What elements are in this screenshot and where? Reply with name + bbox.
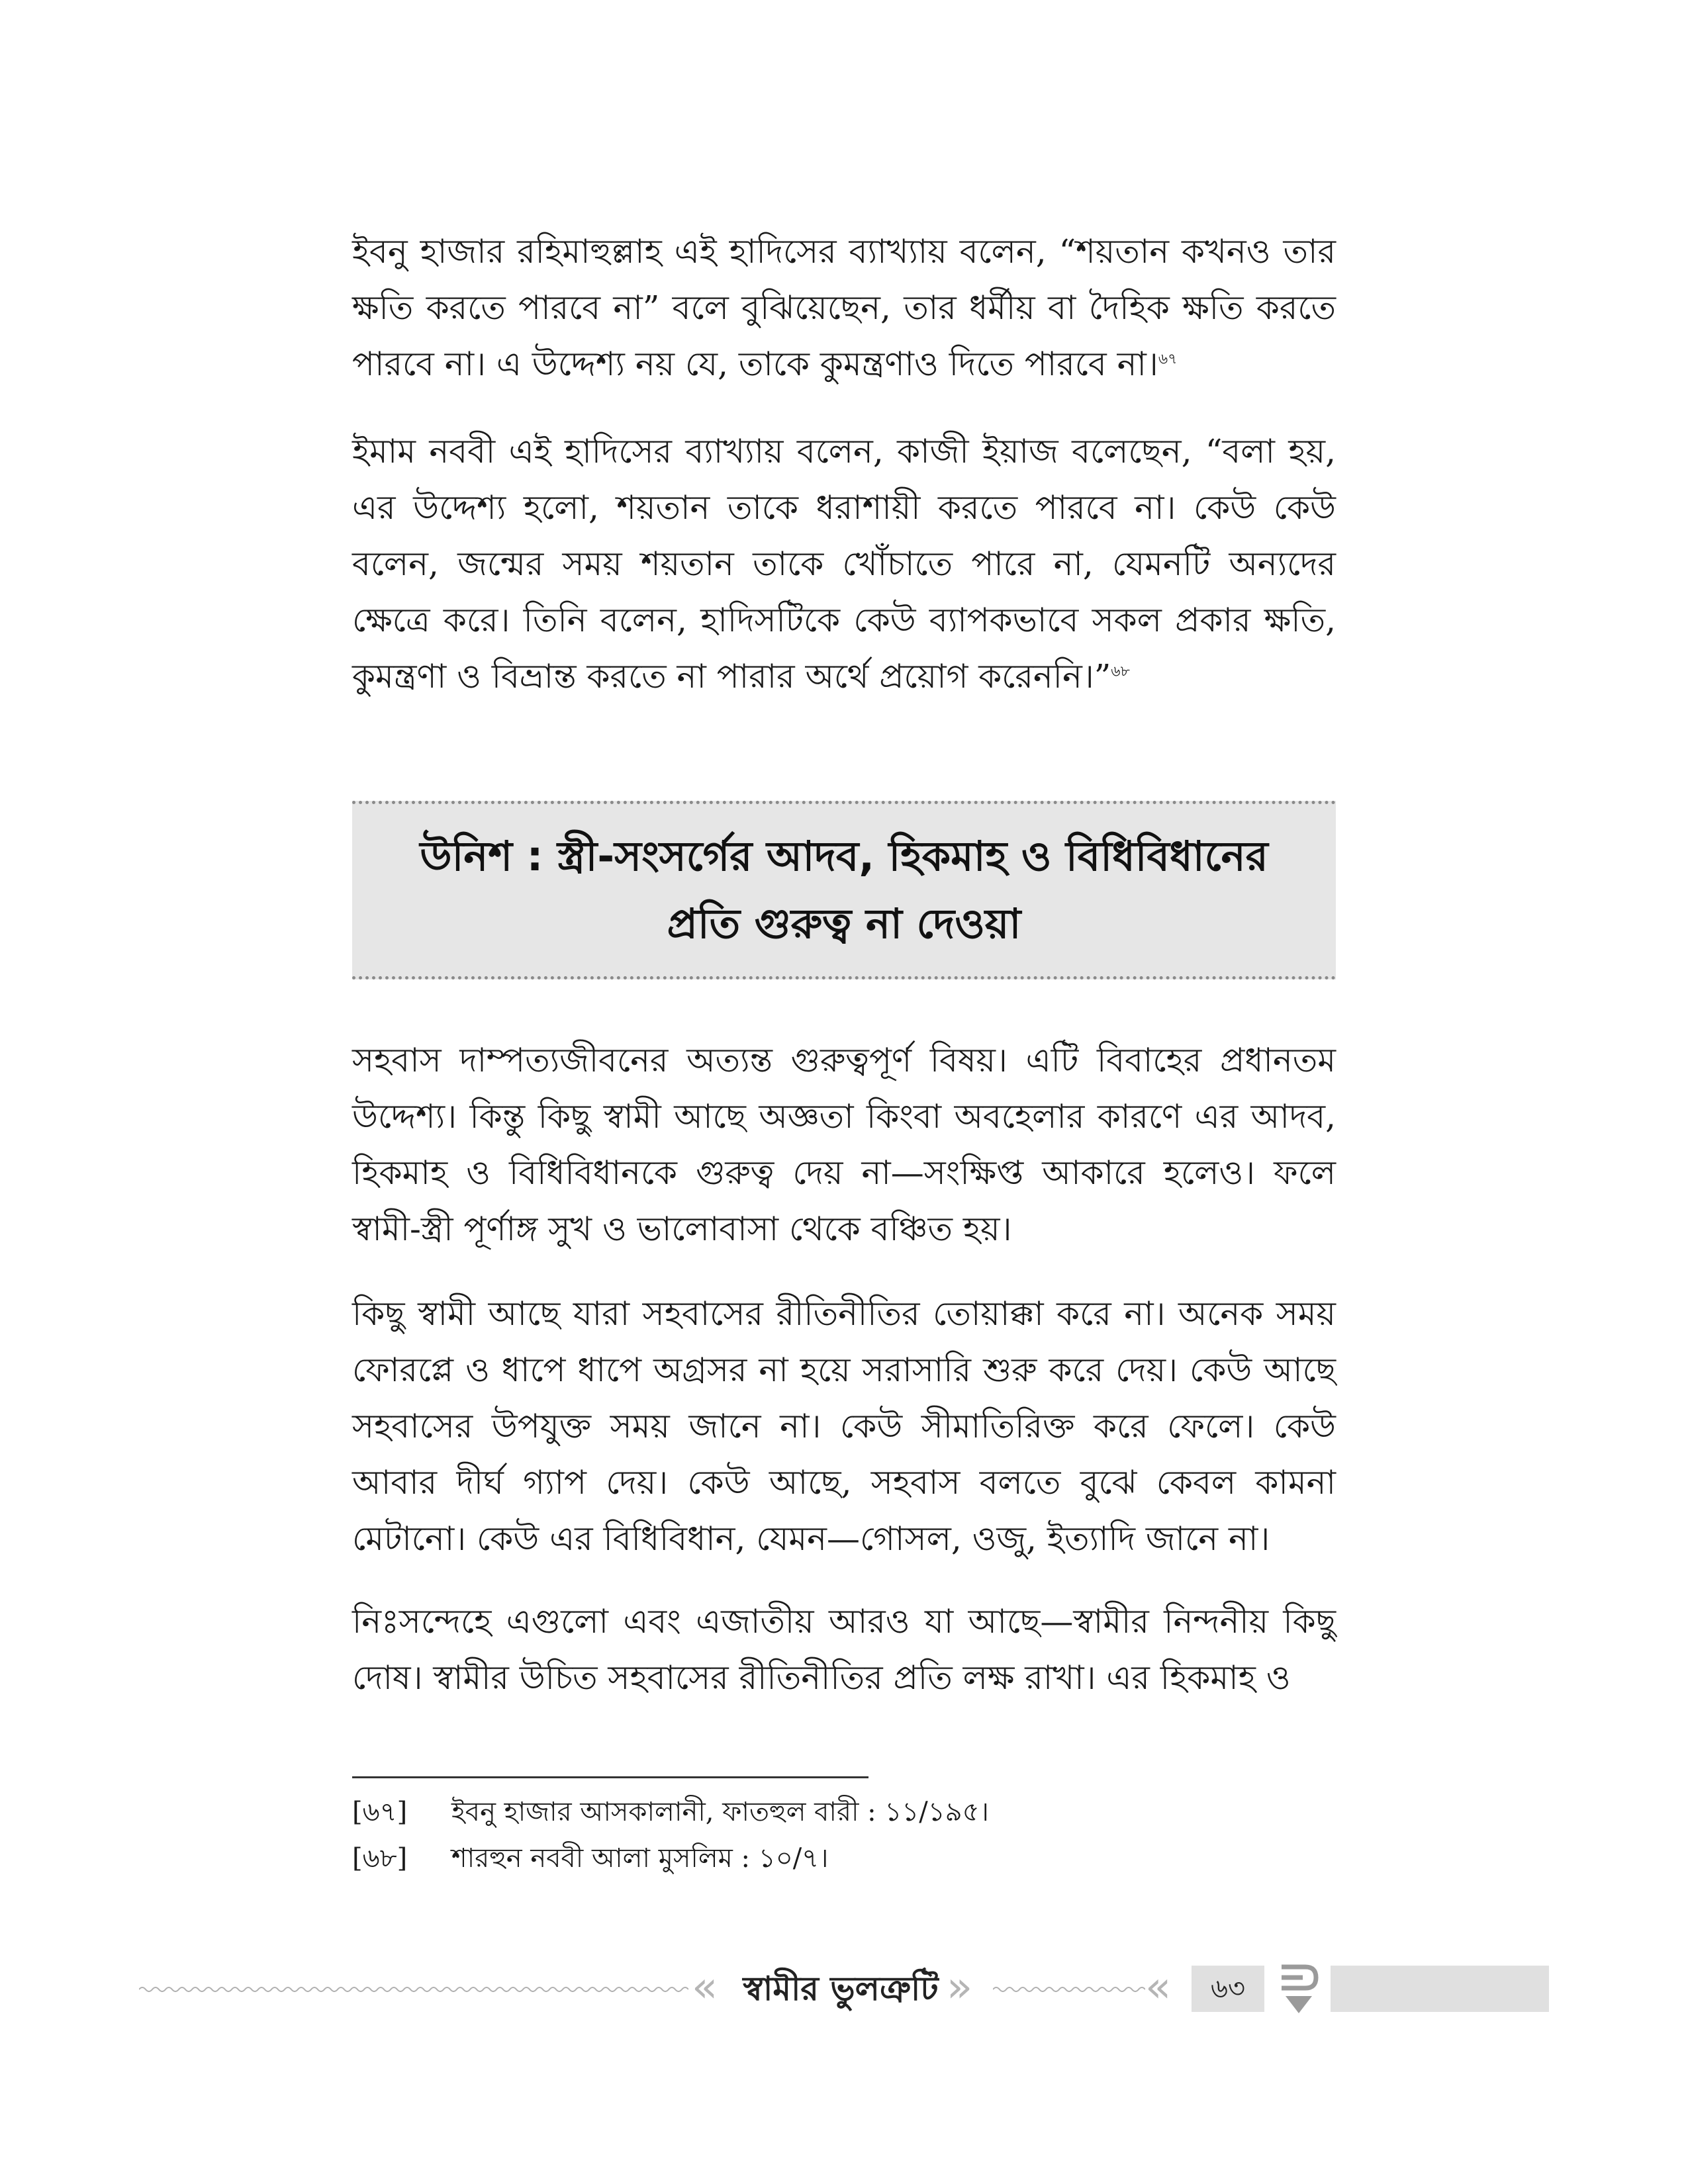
footnote-divider bbox=[352, 1776, 868, 1778]
footnote-ref[interactable]: ৬৭ bbox=[1158, 351, 1178, 368]
footnote-ref[interactable]: ৬৮ bbox=[1111, 663, 1130, 680]
chevron-right-icon: » bbox=[947, 1963, 973, 2012]
footnote-number: [৬৮] bbox=[352, 1843, 408, 1874]
footnote-number: [৬৭] bbox=[352, 1797, 408, 1827]
body-paragraph bbox=[352, 424, 1336, 705]
page-number: ৬৩ bbox=[1192, 1966, 1264, 2012]
footnote bbox=[352, 1792, 989, 1832]
book-title: স্বামীর ভুলত্রুটি bbox=[743, 1970, 939, 2008]
footnote-text: শারহুন নববী আলা মুসলিম : ১০/৭। bbox=[451, 1843, 829, 1874]
publisher-logo-icon bbox=[1279, 1962, 1319, 2017]
paragraph-text: ইমাম নববী এই হাদিসের ব্যাখ্যায় বলেন, কাজী ইয়াজ বলেছেন, “বলা হয়, এর উদ্দেশ্য হলো, শয়তান তাকে ধরাশায়ী করতে পারবে না। কেউ কেউ বলেন, জন্মের সময় শয়তান তাকে খোঁচাতে পারে না, যেমনটি অন্যদের ক্ষেত্রে করে। তিনি বলেন, হাদিসটিকে কেউ ব্যাপকভাবে সকল প্রকার ক্ষতি, কুমন্ত্রণা ও বিভ্রান্ত করতে না পারার অর্থে প্রয়োগ করেননি।” bbox=[352, 432, 1336, 696]
paragraph-text: ইবনু হাজার রহিমাহুল্লাহ এই হাদিসের ব্যাখ্যায় বলেন, “শয়তান কখনও তার ক্ষতি করতে পারবে না” বলে বুঝিয়েছেন, তার ধর্মীয় বা দৈহিক ক্ষতি করতে পারবে না। এ উদ্দেশ্য নয় যে, তাকে কুমন্ত্রণাও দিতে পারবে না। bbox=[352, 232, 1336, 383]
chevron-left-icon: « bbox=[1145, 1963, 1172, 2012]
body-paragraph: কিছু স্বামী আছে যারা সহবাসের রীতিনীতির তোয়াক্কা করে না। অনেক সময় ফোরপ্লে ও ধাপে ধাপে অগ্রসর না হয়ে সরাসারি শুরু করে দেয়। কেউ আছে সহবাসের উপযুক্ত সময় জানে না। কেউ সীমাতিরিক্ত করে ফেলে। কেউ আবার দীর্ঘ গ্যাপ দেয়। কেউ আছে, সহবাস বলতে বুঝে কেবল কামনা মেটানো। কেউ এর বিধিবিধান, যেমন—গোসল, ওজু, ইত্যাদি জানে না। bbox=[352, 1295, 1336, 1558]
section-heading: উনিশ : স্ত্রী-সংসর্গের আদব, হিকমাহ ও বিধিবিধানের প্রতি গুরুত্ব না দেওয়া bbox=[420, 832, 1268, 948]
section-heading-box bbox=[352, 801, 1336, 979]
body-paragraph bbox=[352, 224, 1336, 392]
body-paragraph: নিঃসন্দেহে এগুলো এবং এজাতীয় আরও যা আছে—স্বামীর নিন্দনীয় কিছু দোষ। স্বামীর উচিত সহবাসের রীতিনীতির প্রতি লক্ষ রাখা। এর হিকমাহ ও bbox=[352, 1602, 1336, 1697]
body-paragraph: সহবাস দাম্পত্যজীবনের অত্যন্ত গুরুত্বপূর্ণ বিষয়। এটি বিবাহের প্রধানতম উদ্দেশ্য। কিন্তু কিছু স্বামী আছে অজ্ঞতা কিংবা অবহেলার কারণে এর আদব, হিকমাহ ও বিধিবিধানকে গুরুত্ব দেয় না—সংক্ষিপ্ত আকারে হলেও। ফলে স্বামী-স্ত্রী পূর্ণাঙ্গ সুখ ও ভালোবাসা থেকে বঞ্চিত হয়। bbox=[352, 1041, 1336, 1248]
footer-bar bbox=[1331, 1966, 1549, 2012]
footer-wave-left bbox=[139, 1985, 688, 1993]
footer-wave-right bbox=[993, 1985, 1145, 1993]
footnote bbox=[352, 1839, 829, 1878]
chevron-left-icon: « bbox=[692, 1963, 718, 2012]
page-footer bbox=[0, 1959, 1688, 2019]
footnote-text: ইবনু হাজার আসকালানী, ফাতহুল বারী : ১১/১৯৫। bbox=[451, 1797, 989, 1827]
